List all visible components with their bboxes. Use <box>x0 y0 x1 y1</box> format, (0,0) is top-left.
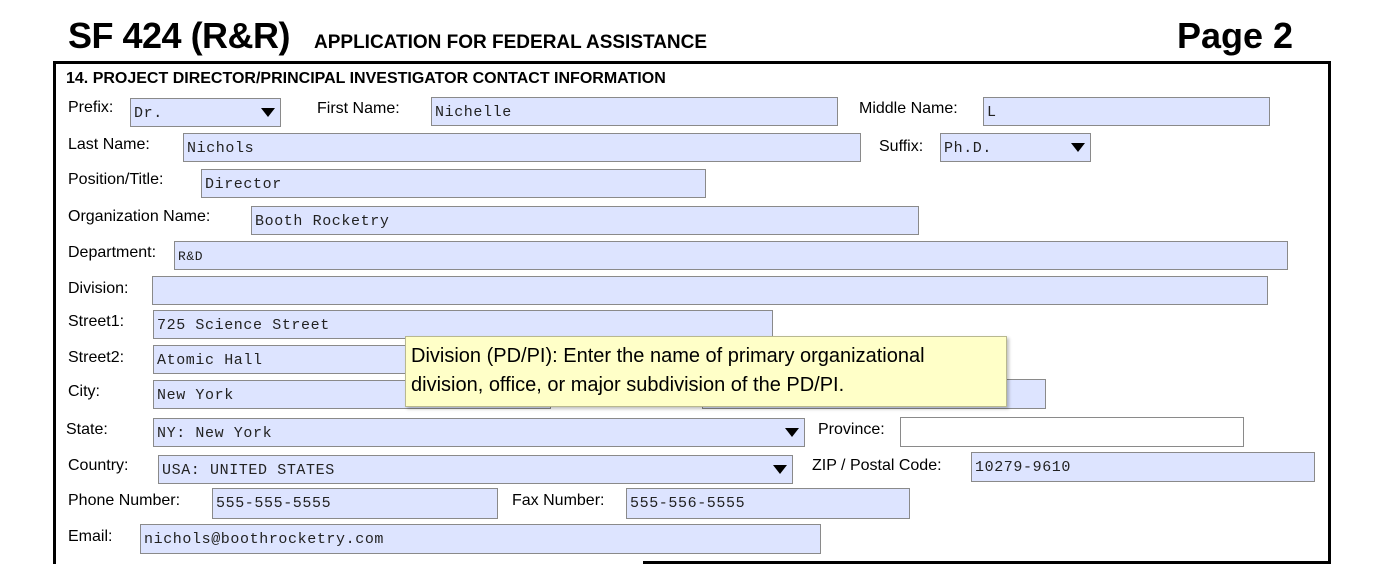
suffix-label: Suffix: <box>879 138 924 155</box>
street2-label: Street2: <box>68 349 125 366</box>
form-id: SF 424 (R&R) <box>68 15 291 56</box>
street2-field[interactable]: Atomic Hall <box>153 345 553 374</box>
form-title: APPLICATION FOR FEDERAL ASSISTANCE <box>314 32 708 53</box>
department-label: Department: <box>68 244 157 261</box>
country-value: USA: UNITED STATES <box>162 462 335 479</box>
state-label: State: <box>66 421 108 438</box>
prefix-value: Dr. <box>134 105 163 122</box>
middle-name-label: Middle Name: <box>859 100 958 117</box>
phone-field[interactable]: 555-555-5555 <box>212 488 498 519</box>
prefix-select[interactable] <box>130 98 281 127</box>
tooltip-line-1: Division (PD/PI): Enter the name of primary organizational <box>411 345 925 367</box>
last-name-field[interactable]: Nichols <box>183 133 861 162</box>
phone-label: Phone Number: <box>68 492 181 509</box>
position-field[interactable]: Director <box>201 169 706 198</box>
zip-field[interactable]: 10279-9610 <box>971 452 1315 482</box>
city-label: City: <box>68 383 100 400</box>
street1-label: Street1: <box>68 313 125 330</box>
zip-label: ZIP / Postal Code: <box>812 457 942 474</box>
last-name-label: Last Name: <box>68 136 150 153</box>
suffix-select[interactable] <box>940 133 1091 162</box>
chevron-down-icon <box>261 108 275 117</box>
fax-field[interactable]: 555-556-5555 <box>626 488 910 519</box>
city-field[interactable]: New York <box>153 380 551 409</box>
division-field[interactable] <box>152 276 1268 305</box>
first-name-field[interactable]: Nichelle <box>431 97 838 126</box>
department-field[interactable]: R&D <box>174 241 1288 270</box>
page-number: Page 2 <box>1177 15 1294 56</box>
state-select[interactable] <box>153 418 805 447</box>
division-label: Division: <box>68 280 129 297</box>
state-value: NY: New York <box>157 425 273 442</box>
chevron-down-icon <box>1071 143 1085 152</box>
middle-name-field[interactable]: L <box>983 97 1270 126</box>
street1-field[interactable]: 725 Science Street <box>153 310 773 339</box>
country-select[interactable] <box>158 455 793 484</box>
chevron-down-icon <box>785 428 799 437</box>
fax-label: Fax Number: <box>512 492 605 509</box>
chevron-down-icon <box>773 465 787 474</box>
province-label: Province: <box>818 421 885 438</box>
prefix-label: Prefix: <box>68 99 114 116</box>
position-label: Position/Title: <box>68 171 164 188</box>
country-label: Country: <box>68 457 129 474</box>
email-field[interactable]: nichols@boothrocketry.com <box>140 524 821 554</box>
division-tooltip <box>405 336 1007 407</box>
province-field[interactable] <box>900 417 1244 447</box>
suffix-value: Ph.D. <box>944 140 993 157</box>
section-title: 14. PROJECT DIRECTOR/PRINCIPAL INVESTIGATOR CONTACT INFORMATION <box>66 70 666 87</box>
organization-field[interactable]: Booth Rocketry <box>251 206 919 235</box>
email-label: Email: <box>68 528 113 545</box>
tooltip-line-2: division, office, or major subdivision of the PD/PI. <box>411 374 845 396</box>
first-name-label: First Name: <box>317 100 400 117</box>
organization-label: Organization Name: <box>68 208 211 225</box>
